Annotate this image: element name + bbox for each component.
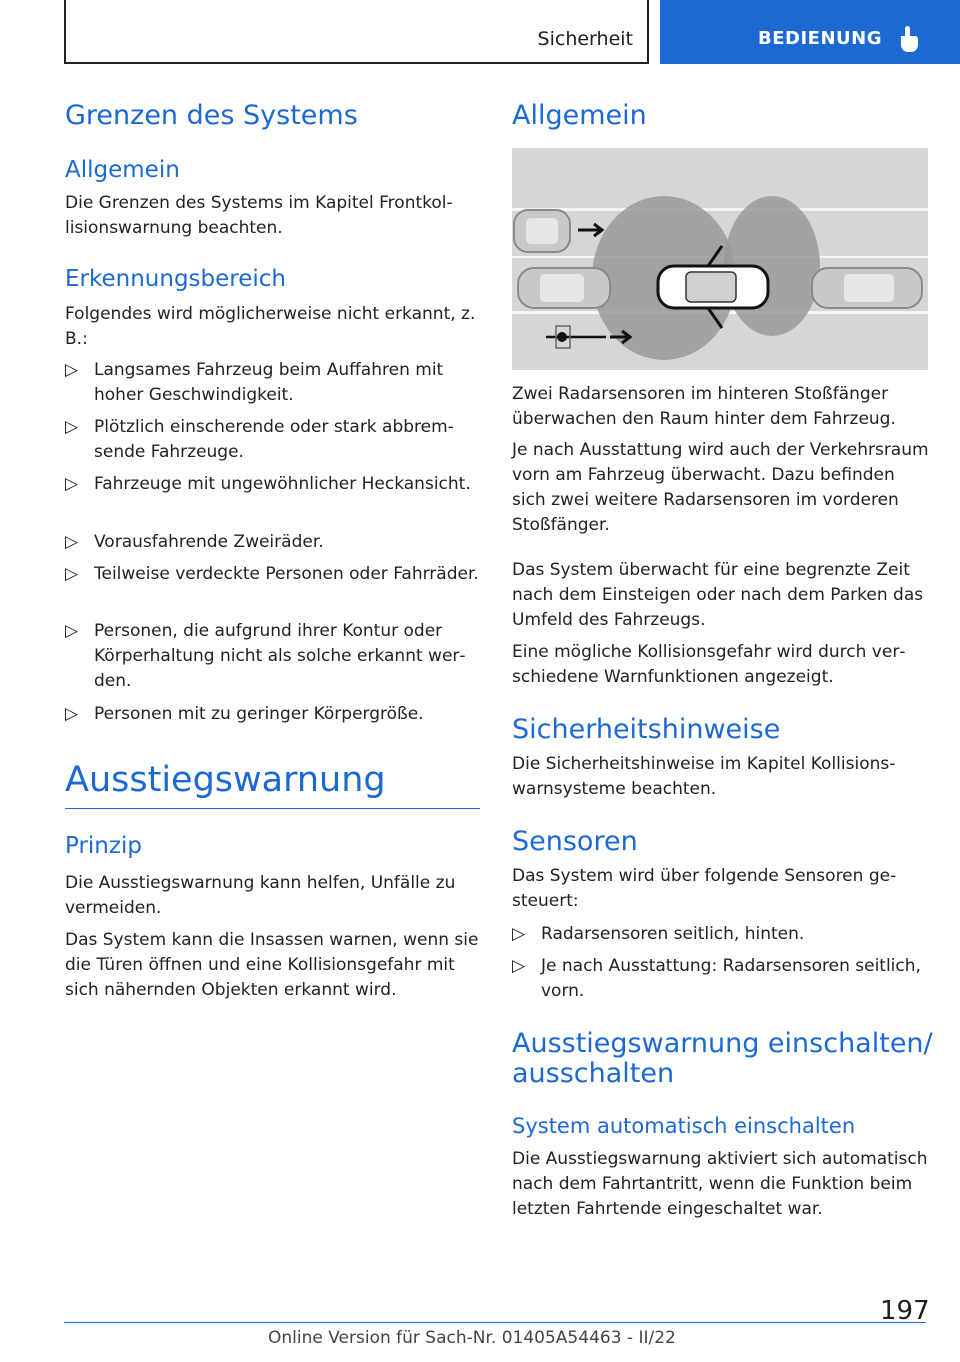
list-item: ▷ Fahrzeuge mit ungewöhnlicher Heckansicht.: [65, 472, 485, 497]
bullet-marker: ▷: [65, 417, 79, 437]
sensors-intro: Das System wird über folgende Sensoren gesteuert:: [512, 866, 897, 911]
header-chapter-tab[interactable]: [660, 0, 960, 64]
right-general-text-4: Eine mögliche Kollisionsgefahr wird durch verschiedene Warnfunktionen angezeigt.: [512, 642, 906, 687]
list-item: ▷ Je nach Ausstattung: Radarsensoren seitlich, vorn.: [512, 956, 921, 1001]
left-general-text: Die Grenzen des Systems im Kapitel Frontkollisionswarnung beachten.: [65, 193, 453, 238]
bullet-marker: ▷: [65, 564, 79, 584]
limits-heading: Grenzen des Systems: [65, 100, 358, 131]
auto-on-text: Die Ausstiegswarnung aktiviert sich automatisch nach dem Fahrtantritt, wenn die Funktion beim letzten Fahrtende eingeschaltet war.: [512, 1149, 928, 1219]
header-section-box: [64, 0, 649, 64]
sensors-heading: Sensoren: [512, 826, 638, 857]
bullet-marker: ▷: [512, 956, 526, 976]
footer-online-version: Online Version für Sach-Nr. 01405A54463 - II/22: [268, 1328, 676, 1348]
right-general-text-2: Je nach Ausstattung wird auch der Verkehrsraum vorn am Fahrzeug überwacht. Dazu befinden sich zwei weitere Radarsensoren im vorderen Stoßfänger.: [512, 440, 929, 535]
list-item: ▷ Langsames Fahrzeug beim Auffahren mit hoher Geschwindigkeit.: [65, 360, 444, 405]
onoff-heading-line2: ausschalten: [512, 1058, 675, 1089]
principle-text-1: Die Ausstiegswarnung kann helfen, Unfälle zu vermeiden.: [65, 873, 456, 918]
safety-heading: Sicherheitshinweise: [512, 714, 781, 745]
list-item: ▷ Personen, die aufgrund ihrer Kontur oder Körperhaltung nicht als solche erkannt werden.: [65, 621, 466, 691]
footer-rule: [64, 1322, 926, 1323]
principle-heading: Prinzip: [65, 833, 142, 859]
car-rear-middle-icon: [518, 268, 610, 308]
bullet-marker: ▷: [65, 532, 79, 552]
pointing-hand-icon: [896, 26, 920, 52]
bullet-marker: ▷: [512, 924, 526, 944]
header-chapter-title: BEDIENUNG: [758, 28, 882, 49]
exit-warning-illustration: [512, 148, 928, 370]
principle-text-2: Das System kann die Insassen warnen, wenn sie die Türen öffnen und eine Kollisionsgefahr mit sich nähernden Objekten erkannt wird.: [65, 930, 479, 1000]
list-item: ▷ Personen mit zu geringer Körpergröße.: [65, 702, 485, 727]
right-general-text-3: Das System überwacht für eine begrenzte Zeit nach dem Einsteigen oder nach dem Parken das Umfeld des Fahrzeugs.: [512, 560, 924, 630]
page-number: 197: [880, 1296, 930, 1326]
list-item: ▷ Vorausfahrende Zweiräder.: [65, 530, 485, 555]
car-front-right-icon: [812, 268, 922, 308]
detection-intro: Folgendes wird möglicherweise nicht erkannt, z. B.:: [65, 304, 476, 349]
safety-text: Die Sicherheitshinweise im Kapitel Kollisionswarnsysteme beachten.: [512, 754, 896, 799]
right-general-heading: Allgemein: [512, 100, 647, 131]
list-item: ▷ Plötzlich einscherende oder stark abbremsende Fahrzeuge.: [65, 417, 454, 462]
bullet-marker: ▷: [65, 360, 79, 380]
bullet-marker: ▷: [65, 474, 79, 494]
exit-warning-heading: Ausstiegswarnung: [65, 760, 386, 800]
header-section-title: Sicherheit: [537, 28, 633, 50]
list-item: ▷ Radarsensoren seitlich, hinten.: [512, 922, 932, 947]
car-rear-left-icon: [514, 210, 570, 252]
onoff-heading-line1: Ausstiegswarnung einschalten/: [512, 1028, 933, 1059]
right-general-text-1: Zwei Radarsensoren im hinteren Stoßfänger überwachen den Raum hinter dem Fahrzeug.: [512, 384, 896, 429]
list-item: ▷ Teilweise verdeckte Personen oder Fahrräder.: [65, 562, 485, 587]
left-general-heading: Allgemein: [65, 157, 180, 183]
detection-heading: Erkennungsbereich: [65, 266, 286, 292]
section-rule: [65, 808, 480, 809]
bullet-marker: ▷: [65, 621, 79, 641]
auto-on-heading: System automatisch einschalten: [512, 1114, 856, 1138]
bullet-marker: ▷: [65, 704, 79, 724]
